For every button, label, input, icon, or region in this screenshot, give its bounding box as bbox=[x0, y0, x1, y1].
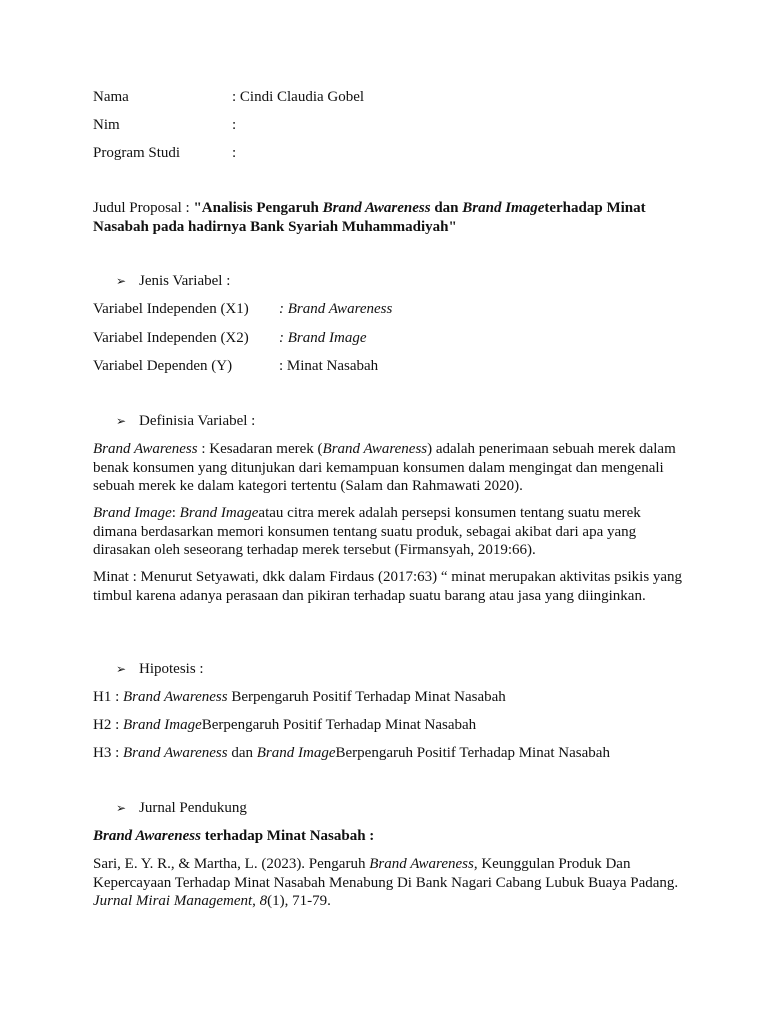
definisi-variabel-heading bbox=[116, 412, 255, 430]
prodi-label: Program Studi bbox=[93, 145, 181, 161]
judul-title-part-3: dan bbox=[430, 200, 463, 216]
jenis-variabel-heading bbox=[116, 272, 230, 290]
arrow-bullet-icon: ➢ bbox=[116, 274, 127, 288]
judul-line-2 bbox=[93, 218, 457, 236]
jurnal-pendukung-title: Jurnal Pendukung bbox=[139, 800, 247, 816]
prodi-value: : bbox=[232, 145, 237, 161]
y-value: : Minat Nasabah bbox=[279, 358, 379, 374]
judul-label: Judul Proposal : bbox=[93, 200, 194, 216]
hipotesis-h1: H1 : Brand Awareness Berpengaruh Positif Terhadap Minat Nasabah bbox=[93, 689, 506, 705]
definisi-minat: Minat : Menurut Setyawati, dkk dalam Firdaus (2017:63) “ minat merupakan aktivitas psikis yang timbul karena adanya perasaan dan pikiran terhadap suatu barang atau jasa yang diinginkan. bbox=[93, 569, 683, 604]
jurnal-subheading: Brand Awareness terhadap Minat Nasabah : bbox=[93, 828, 375, 844]
x2-value: : Brand Image bbox=[279, 330, 367, 346]
jenis-variabel-title: Jenis Variabel : bbox=[139, 273, 231, 289]
judul-title-brand-image: Brand Image bbox=[462, 200, 545, 216]
judul-title-line-2: Nasabah pada hadirnya Bank Syariah Muhammadiyah" bbox=[93, 219, 457, 235]
hipotesis-heading bbox=[116, 660, 204, 678]
hipotesis-h2: H2 : Brand ImageBerpengaruh Positif Terhadap Minat Nasabah bbox=[93, 717, 477, 733]
definisi-variabel-title: Definisia Variabel : bbox=[139, 413, 256, 429]
jurnal-pendukung-heading bbox=[116, 799, 247, 817]
hipotesis-title: Hipotesis : bbox=[139, 661, 204, 677]
hipotesis-h3: H3 : Brand Awareness dan Brand ImageBerpengaruh Positif Terhadap Minat Nasabah bbox=[93, 745, 610, 761]
definisi-brand-image: Brand Image: Brand Imageatau citra merek adalah persepsi konsumen tentang suatu merek dimana berdasarkan memori konsumen tentang suatu produk, sebagai akibat dari apa yang dirasakan oleh seseorang terhadap merek tersebut (Firmansyah, 2019:66). bbox=[93, 505, 641, 558]
arrow-bullet-icon: ➢ bbox=[116, 414, 127, 428]
nim-value: : bbox=[232, 117, 237, 133]
nama-label: Nama bbox=[93, 89, 129, 105]
judul-line-1 bbox=[93, 199, 646, 217]
judul-title-part-5: terhadap Minat bbox=[544, 200, 646, 216]
judul-title-brand-awareness: Brand Awareness bbox=[322, 200, 431, 216]
definisi-brand-awareness: Brand Awareness : Kesadaran merek (Brand Awareness) adalah penerimaan sebuah merek dalam benak konsumen yang ditunjukan dari kemampuan konsumen dalam mengingat dan mengenali sebuah merek ke dalam kategori tertentu (Salam dan Rahmawati 2020). bbox=[93, 441, 676, 494]
x2-label: Variabel Independen (X2) bbox=[93, 330, 249, 346]
nim-label: Nim bbox=[93, 117, 120, 133]
nama-value: : Cindi Claudia Gobel bbox=[232, 89, 365, 105]
arrow-bullet-icon: ➢ bbox=[116, 801, 127, 815]
judul-title-part-1: "Analisis Pengaruh bbox=[193, 200, 323, 216]
x1-label: Variabel Independen (X1) bbox=[93, 301, 249, 317]
x1-value: : Brand Awareness bbox=[279, 301, 393, 317]
jurnal-reference: Sari, E. Y. R., & Martha, L. (2023). Pengaruh Brand Awareness, Keunggulan Produk Dan Kepercayaan Terhadap Minat Nasabah Menabung Di Bank Nagari Cabang Lubuk Buaya Padang. Jurnal Mirai Management, 8(1), 71-79. bbox=[93, 856, 679, 909]
arrow-bullet-icon: ➢ bbox=[116, 662, 127, 676]
y-label: Variabel Dependen (Y) bbox=[93, 358, 233, 374]
